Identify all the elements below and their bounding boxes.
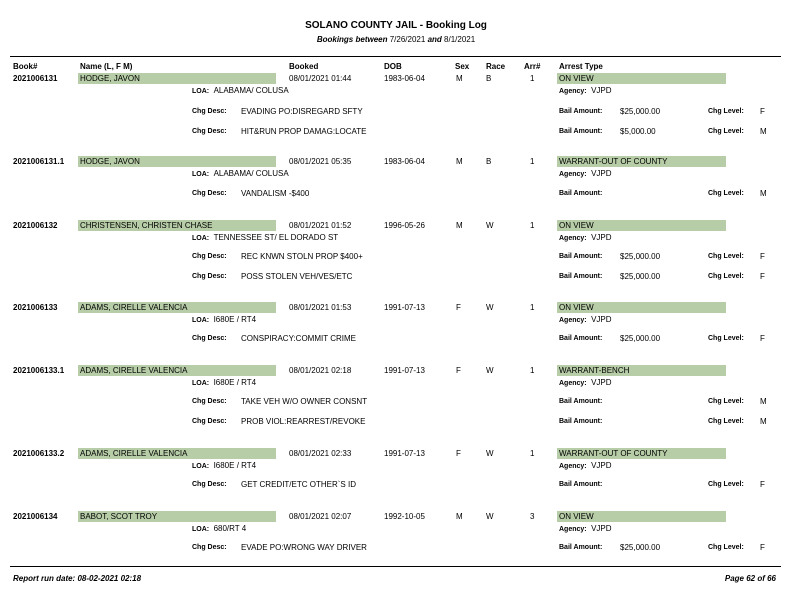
bail-amount-label: Bail Amount: (559, 418, 603, 425)
charge-row (0, 480, 792, 490)
book-number: 2021006134 (13, 512, 58, 521)
loa-label: LOA: (192, 380, 210, 387)
chg-desc-label: Chg Desc: (192, 481, 227, 488)
arresting-agency (559, 315, 612, 324)
footer-rule (10, 566, 781, 567)
loa-value: TENNESSEE ST/ EL DORADO ST (213, 233, 339, 242)
arrest-number: 1 (530, 449, 535, 458)
sex-value: F (456, 303, 461, 312)
bail-amount-value: $25,000.00 (620, 543, 661, 552)
booked-datetime: 08/01/2021 01:53 (289, 303, 352, 312)
chg-desc-value: VANDALISM -$400 (241, 189, 310, 198)
book-number: 2021006133.2 (13, 449, 65, 458)
location-of-arrest (192, 233, 338, 242)
booked-datetime: 08/01/2021 02:07 (289, 512, 352, 521)
charge-row (0, 252, 792, 262)
chg-desc-value: REC KNWN STOLN PROP $400+ (241, 252, 363, 261)
location-of-arrest (192, 169, 289, 178)
col-header-booked: Booked (289, 62, 319, 71)
loa-label: LOA: (192, 463, 210, 470)
agency-value: VJPD (591, 169, 612, 178)
book-number: 2021006131 (13, 74, 58, 83)
date-of-birth: 1992-10-05 (384, 512, 425, 521)
chg-desc-value: POSS STOLEN VEH/VES/ETC (241, 272, 353, 281)
agency-value: VJPD (591, 461, 612, 470)
chg-desc-label: Chg Desc: (192, 418, 227, 425)
bail-amount-label: Bail Amount: (559, 128, 603, 135)
col-header-book: Book# (13, 62, 38, 71)
agency-label: Agency: (559, 171, 587, 178)
chg-level-label: Chg Level: (708, 481, 744, 488)
col-header-dob: DOB (384, 62, 402, 71)
booked-datetime: 08/01/2021 01:52 (289, 221, 352, 230)
arrest-number: 1 (530, 303, 535, 312)
chg-level-label: Chg Level: (708, 335, 744, 342)
arrest-type: WARRANT-OUT OF COUNTY (559, 449, 668, 458)
col-header-arrest-type: Arrest Type (559, 62, 603, 71)
chg-desc-value: GET CREDIT/ETC OTHER`S ID (241, 480, 356, 489)
chg-desc-value: PROB VIOL:REARREST/REVOKE (241, 417, 366, 426)
date-of-birth: 1991-07-13 (384, 366, 425, 375)
chg-level-value: M (760, 127, 767, 136)
inmate-name: ADAMS, CIRELLE VALENCIA (80, 366, 188, 375)
agency-value: VJPD (591, 233, 612, 242)
book-number: 2021006131.1 (13, 157, 65, 166)
bail-amount-value: $25,000.00 (620, 252, 661, 261)
date-of-birth: 1983-06-04 (384, 157, 425, 166)
chg-level-value: F (760, 272, 765, 281)
subtitle-and: and (427, 35, 442, 44)
agency-value: VJPD (591, 378, 612, 387)
chg-desc-label: Chg Desc: (192, 273, 227, 280)
sex-value: F (456, 449, 461, 458)
loa-value: I680E / RT4 (213, 461, 257, 470)
charge-row (0, 127, 792, 137)
race-value: W (486, 512, 494, 521)
chg-level-label: Chg Level: (708, 108, 744, 115)
agency-value: VJPD (591, 524, 612, 533)
loa-label: LOA: (192, 171, 210, 178)
race-value: W (486, 221, 494, 230)
chg-level-label: Chg Level: (708, 190, 744, 197)
chg-level-label: Chg Level: (708, 253, 744, 260)
bail-amount-label: Bail Amount: (559, 544, 603, 551)
col-header-race: Race (486, 62, 506, 71)
chg-desc-value: TAKE VEH W/O OWNER CONSNT (241, 397, 368, 406)
booked-datetime: 08/01/2021 01:44 (289, 74, 352, 83)
chg-level-value: F (760, 252, 765, 261)
loa-value: I680E / RT4 (213, 378, 257, 387)
location-of-arrest (192, 524, 246, 533)
sex-value: M (456, 512, 463, 521)
race-value: W (486, 449, 494, 458)
chg-level-label: Chg Level: (708, 398, 744, 405)
loa-label: LOA: (192, 317, 210, 324)
charge-row (0, 189, 792, 199)
agency-label: Agency: (559, 317, 587, 324)
booked-datetime: 08/01/2021 02:18 (289, 366, 352, 375)
date-of-birth: 1996-05-26 (384, 221, 425, 230)
chg-level-label: Chg Level: (708, 418, 744, 425)
agency-label: Agency: (559, 88, 587, 95)
inmate-name: HODGE, JAVON (80, 74, 140, 83)
arrest-type: ON VIEW (559, 74, 594, 83)
bail-amount-value: $25,000.00 (620, 272, 661, 281)
inmate-name: BABOT, SCOT TROY (80, 512, 158, 521)
report-run-date: Report run date: 08-02-2021 02:18 (13, 574, 142, 583)
arrest-type: ON VIEW (559, 512, 594, 521)
bail-amount-label: Bail Amount: (559, 273, 603, 280)
arresting-agency (559, 378, 612, 387)
chg-level-label: Chg Level: (708, 273, 744, 280)
chg-desc-value: EVADING PO:DISREGARD SFTY (241, 107, 363, 116)
agency-value: VJPD (591, 315, 612, 324)
start-date: 7/26/2021 (389, 35, 426, 44)
charge-row (0, 272, 792, 282)
report-subtitle (0, 35, 792, 44)
chg-desc-value: EVADE PO:WRONG WAY DRIVER (241, 543, 367, 552)
arresting-agency (559, 461, 612, 470)
loa-label: LOA: (192, 235, 210, 242)
loa-label: LOA: (192, 526, 210, 533)
chg-level-value: F (760, 543, 765, 552)
chg-level-value: F (760, 107, 765, 116)
arrest-number: 1 (530, 221, 535, 230)
inmate-name: HODGE, JAVON (80, 157, 140, 166)
charge-row (0, 107, 792, 117)
chg-level-value: F (760, 480, 765, 489)
chg-desc-value: CONSPIRACY:COMMIT CRIME (241, 334, 356, 343)
race-value: B (486, 74, 492, 83)
bail-amount-value: $5,000.00 (620, 127, 656, 136)
bail-amount-value: $25,000.00 (620, 107, 661, 116)
arrest-type: ON VIEW (559, 221, 594, 230)
location-of-arrest (192, 378, 256, 387)
inmate-name: ADAMS, CIRELLE VALENCIA (80, 449, 188, 458)
arrest-type: WARRANT-OUT OF COUNTY (559, 157, 668, 166)
charge-row (0, 417, 792, 427)
col-header-name: Name (L, F M) (80, 62, 133, 71)
chg-level-label: Chg Level: (708, 128, 744, 135)
arrest-number: 1 (530, 366, 535, 375)
booked-datetime: 08/01/2021 02:33 (289, 449, 352, 458)
bail-amount-label: Bail Amount: (559, 108, 603, 115)
arresting-agency (559, 169, 612, 178)
chg-desc-label: Chg Desc: (192, 128, 227, 135)
inmate-name: ADAMS, CIRELLE VALENCIA (80, 303, 188, 312)
book-number: 2021006133 (13, 303, 58, 312)
book-number: 2021006132 (13, 221, 58, 230)
arresting-agency (559, 86, 612, 95)
bail-amount-label: Bail Amount: (559, 190, 603, 197)
bail-amount-value: $25,000.00 (620, 334, 661, 343)
sex-value: M (456, 221, 463, 230)
arresting-agency (559, 233, 612, 242)
chg-level-label: Chg Level: (708, 544, 744, 551)
chg-desc-label: Chg Desc: (192, 544, 227, 551)
chg-level-value: M (760, 397, 767, 406)
arresting-agency (559, 524, 612, 533)
arrest-number: 1 (530, 74, 535, 83)
chg-desc-label: Chg Desc: (192, 190, 227, 197)
chg-desc-label: Chg Desc: (192, 108, 227, 115)
inmate-name: CHRISTENSEN, CHRISTEN CHASE (80, 221, 213, 230)
date-of-birth: 1991-07-13 (384, 449, 425, 458)
agency-label: Agency: (559, 463, 587, 470)
agency-label: Agency: (559, 526, 587, 533)
book-number: 2021006133.1 (13, 366, 65, 375)
sex-value: F (456, 366, 461, 375)
charge-row (0, 334, 792, 344)
header-rule (10, 56, 781, 57)
end-date: 8/1/2021 (444, 35, 476, 44)
charge-row (0, 397, 792, 407)
race-value: B (486, 157, 492, 166)
bail-amount-label: Bail Amount: (559, 481, 603, 488)
agency-label: Agency: (559, 235, 587, 242)
loa-label: LOA: (192, 88, 210, 95)
sex-value: M (456, 74, 463, 83)
date-of-birth: 1991-07-13 (384, 303, 425, 312)
report-title: SOLANO COUNTY JAIL - Booking Log (305, 20, 487, 31)
date-of-birth: 1983-06-04 (384, 74, 425, 83)
loa-value: ALABAMA/ COLUSA (213, 169, 289, 178)
page-number: Page 62 of 66 (724, 574, 776, 583)
arrest-type: ON VIEW (559, 303, 594, 312)
chg-desc-value: HIT&RUN PROP DAMAG:LOCATE (241, 127, 367, 136)
bail-amount-label: Bail Amount: (559, 398, 603, 405)
agency-value: VJPD (591, 86, 612, 95)
race-value: W (486, 303, 494, 312)
col-header-arr: Arr# (524, 62, 541, 71)
booked-datetime: 08/01/2021 05:35 (289, 157, 352, 166)
arrest-type: WARRANT-BENCH (559, 366, 630, 375)
location-of-arrest (192, 315, 256, 324)
col-header-sex: Sex (455, 62, 470, 71)
chg-level-value: F (760, 334, 765, 343)
arrest-number: 1 (530, 157, 535, 166)
chg-level-value: M (760, 417, 767, 426)
bail-amount-label: Bail Amount: (559, 253, 603, 260)
loa-value: ALABAMA/ COLUSA (213, 86, 289, 95)
loa-value: I680E / RT4 (213, 315, 257, 324)
chg-desc-label: Chg Desc: (192, 335, 227, 342)
loa-value: 680/RT 4 (213, 524, 247, 533)
chg-desc-label: Chg Desc: (192, 253, 227, 260)
sex-value: M (456, 157, 463, 166)
chg-desc-label: Chg Desc: (192, 398, 227, 405)
chg-level-value: M (760, 189, 767, 198)
location-of-arrest (192, 86, 289, 95)
arrest-number: 3 (530, 512, 535, 521)
subtitle-prefix: Bookings between (316, 35, 388, 44)
charge-row (0, 543, 792, 553)
race-value: W (486, 366, 494, 375)
location-of-arrest (192, 461, 256, 470)
bail-amount-label: Bail Amount: (559, 335, 603, 342)
agency-label: Agency: (559, 380, 587, 387)
